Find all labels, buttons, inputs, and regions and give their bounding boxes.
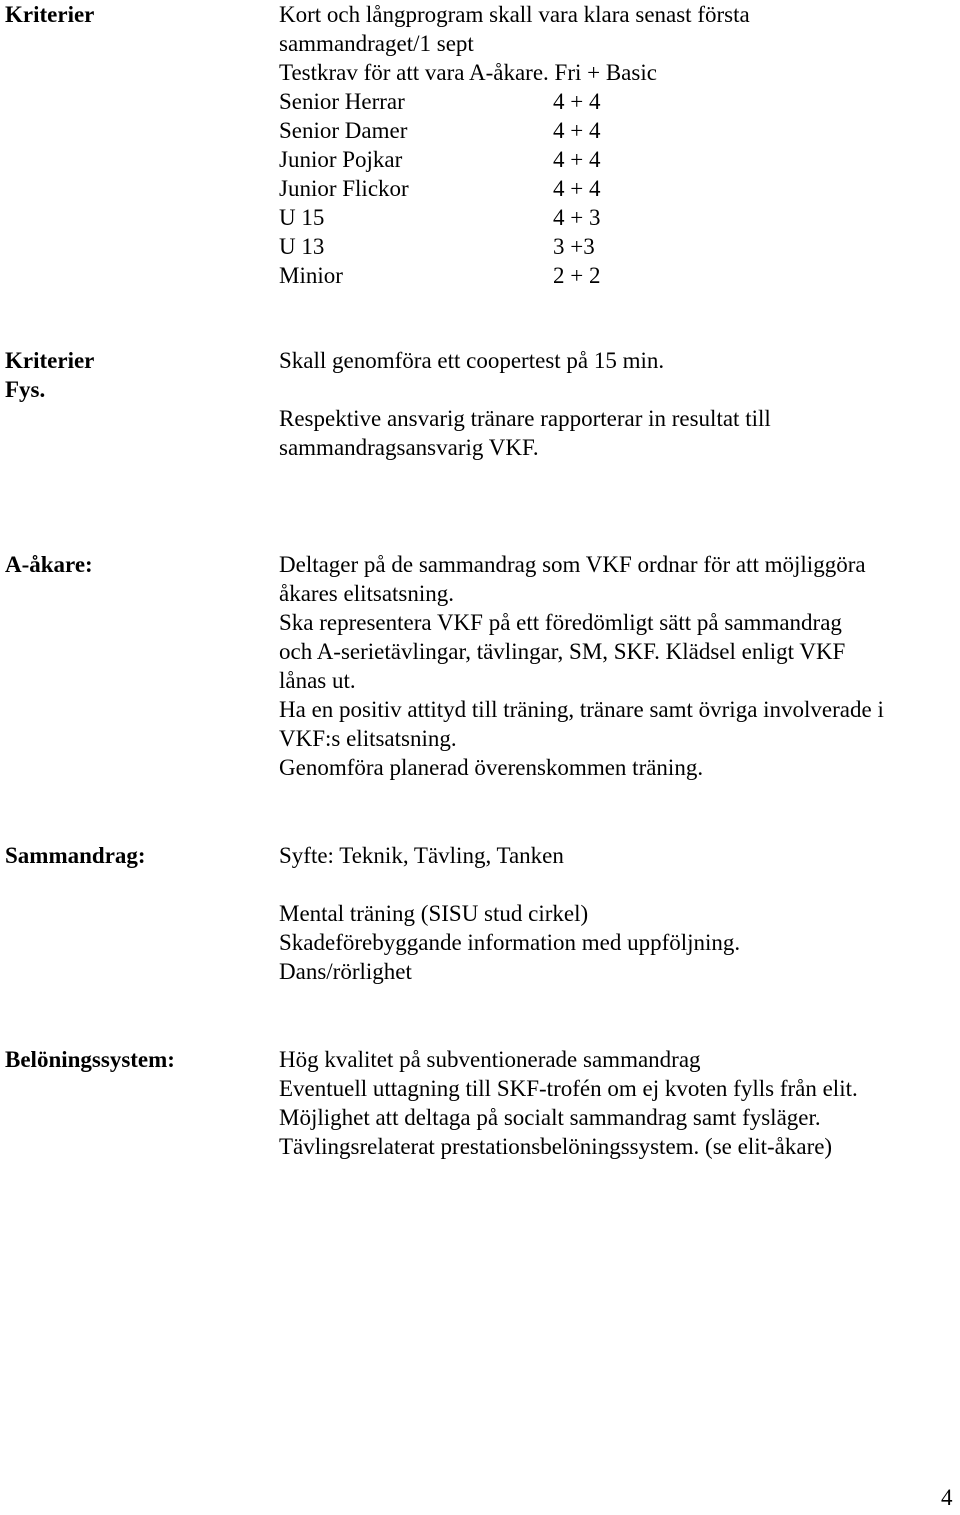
section-content-beloningssystem <box>279 1045 960 1161</box>
text-line: sammandraget/1 sept <box>279 31 474 56</box>
requirement-value: 4 + 4 <box>553 147 601 172</box>
text-line: lånas ut. <box>279 668 356 693</box>
text-line: Ha en positiv attityd till träning, tränare samt övriga involverade i <box>279 697 884 722</box>
requirement-category: Senior Damer <box>279 118 408 143</box>
page-number: 4 <box>941 1485 953 1510</box>
test-requirement-row <box>279 145 960 174</box>
text-line: och A-serietävlingar, tävlingar, SM, SKF. Klädsel enligt VKF <box>279 639 846 664</box>
requirement-value: 4 + 4 <box>553 89 601 114</box>
spacer <box>279 375 960 404</box>
requirement-category: U 13 <box>279 234 325 259</box>
requirement-value: 4 + 3 <box>553 205 601 230</box>
test-requirement-row <box>279 116 960 145</box>
requirement-category: Junior Flickor <box>279 176 409 201</box>
test-requirement-row <box>279 232 960 261</box>
text-line: Ska representera VKF på ett föredömligt sätt på sammandrag <box>279 610 842 635</box>
requirement-category: Minior <box>279 263 343 288</box>
requirement-value: 3 +3 <box>553 234 595 259</box>
text-line: Skadeförebyggande information med uppföljning. <box>279 930 741 955</box>
text-line: åkares elitsatsning. <box>279 581 455 606</box>
text-line: Eventuell uttagning till SKF-trofén om ej kvoten fylls från elit. <box>279 1076 858 1101</box>
text-line: Kort och långprogram skall vara klara senast första <box>279 2 750 27</box>
text-line: Dans/rörlighet <box>279 959 412 984</box>
text-line: Möjlighet att deltaga på socialt sammandrag samt fysläger. <box>279 1105 821 1130</box>
section-label-a-akare: A-åkare: <box>5 552 93 577</box>
section-label-line: Kriterier <box>5 348 95 373</box>
requirement-value: 4 + 4 <box>553 118 601 143</box>
text-line: Skall genomföra ett coopertest på 15 min. <box>279 348 665 373</box>
test-requirements-list <box>279 87 960 290</box>
test-requirement-row <box>279 261 960 290</box>
text-line: Genomföra planerad överenskommen träning. <box>279 755 704 780</box>
section-content-kriterier <box>279 0 960 290</box>
section-label-sammandrag: Sammandrag: <box>5 843 146 868</box>
requirement-category: Junior Pojkar <box>279 147 403 172</box>
section-label-beloningssystem: Belöningssystem: <box>5 1047 175 1072</box>
text-line: Testkrav för att vara A-åkare. Fri + Basic <box>279 60 657 85</box>
requirement-category: Senior Herrar <box>279 89 405 114</box>
section-label-line: Fys. <box>5 377 46 402</box>
text-line: Respektive ansvarig tränare rapporterar in resultat till <box>279 406 771 431</box>
text-line: VKF:s elitsatsning. <box>279 726 457 751</box>
test-requirement-row <box>279 87 960 116</box>
test-requirement-row <box>279 203 960 232</box>
section-content-sammandrag <box>279 841 960 986</box>
text-line: sammandragsansvarig VKF. <box>279 435 539 460</box>
section-label-kriterier: Kriterier <box>5 2 95 27</box>
requirement-value: 2 + 2 <box>553 263 601 288</box>
section-label-kriterier-fys <box>5 346 94 404</box>
section-content-kriterier-fys <box>279 346 960 462</box>
spacer <box>279 870 960 899</box>
section-content-a-akare <box>279 550 960 782</box>
text-line: Hög kvalitet på subventionerade sammandrag <box>279 1047 701 1072</box>
text-line: Syfte: Teknik, Tävling, Tanken <box>279 843 564 868</box>
test-requirement-row <box>279 174 960 203</box>
text-line: Deltager på de sammandrag som VKF ordnar för att möjliggöra <box>279 552 866 577</box>
requirement-value: 4 + 4 <box>553 176 601 201</box>
text-line: Mental träning (SISU stud cirkel) <box>279 901 589 926</box>
text-line: Tävlingsrelaterat prestationsbelöningssystem. (se elit-åkare) <box>279 1134 833 1159</box>
requirement-category: U 15 <box>279 205 325 230</box>
